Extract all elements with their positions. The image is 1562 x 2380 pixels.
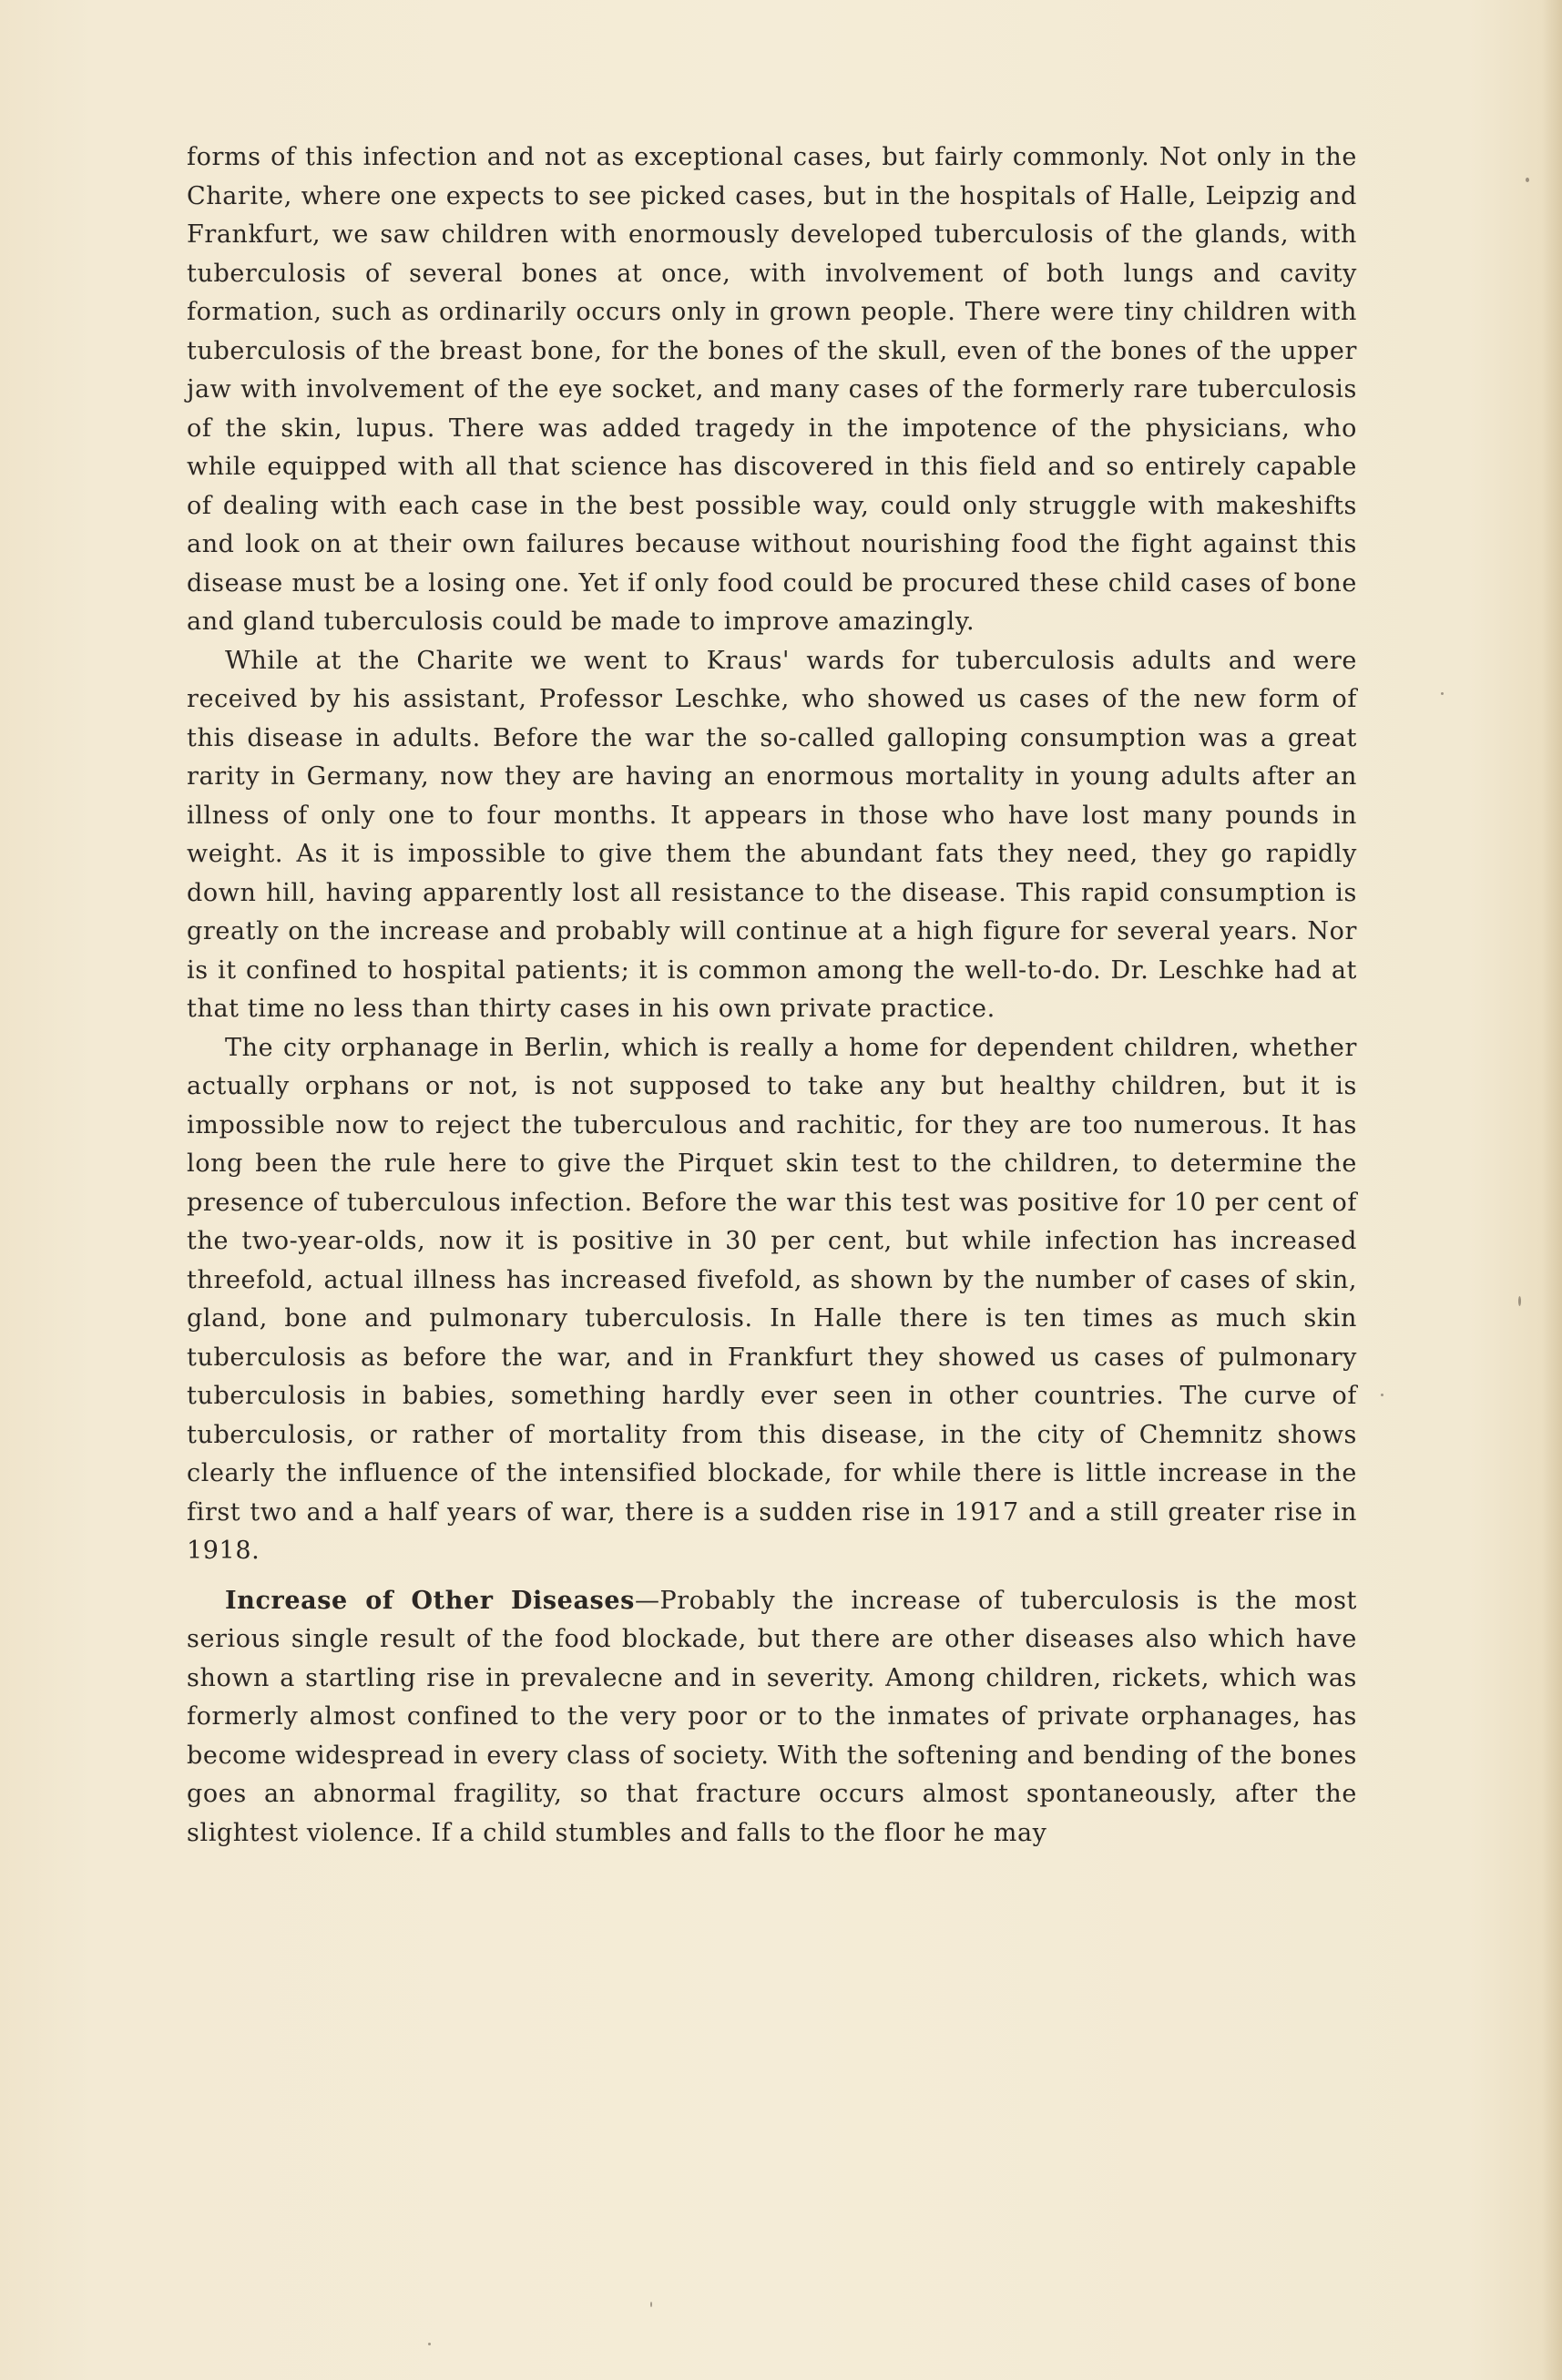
paper-speck <box>650 2302 652 2307</box>
paper-speck <box>1441 692 1444 695</box>
paragraph-city-orphanage: The city orphanage in Berlin, which is really a home for dependent children, whether actually orphans or not, is not supposed to take any but healthy children, but it is impossible now to reject the tuberculous and rachitic, for they are too numerous. It has long been the rule here to give the Pirquet skin test to the children, to determine the presence of tuberculous infection. Before the war this test was positive for 10 per cent of the two-year-olds, now it is positive in 30 per cent, but while infection has increased threefold, actual illness has increased fivefold, as shown by the number of cases of skin, gland, bone and pulmonary tuberculosis. In Halle there is ten times as much skin tuberculosis as before the war, and in Frankfurt they showed us cases of pulmonary tuberculosis in babies, something hardly ever seen in other countries. The curve of tuberculosis, or rather of mortality from this disease, in the city of Chemnitz shows clearly the influence of the intensified blockade, for while there is little increase in the first two and a half years of war, there is a sudden rise in 1917 and a still greater rise in 1918. <box>187 1033 1357 1565</box>
paper-speck <box>1518 1296 1521 1306</box>
paper-speck <box>428 2343 431 2345</box>
paper-speck <box>1381 1394 1383 1396</box>
section-run-in-heading: Increase of Other Diseases <box>225 1586 635 1615</box>
section-body-text: —Probably the increase of tuberculosis is the most serious single result of the food blockade, but there are other diseases also which have shown a startling rise in prevalecne and in severity. Among children, rickets, which was formerly almost confined to the very poor or to the inmates of private orphanages, has become widespread in every class of society. With the softening and bending of the bones goes an abnormal fragility, so that fracture occurs almost spontaneously, after the slightest violence. If a child stumbles and falls to the floor he may <box>187 1586 1357 1847</box>
body-text <box>187 138 1357 1853</box>
page-edge-shadow <box>1542 0 1562 2380</box>
paragraph-continued: forms of this infection and not as exceptional cases, but fairly commonly. Not only in the Charite, where one expects to see picked cases, but in the hospitals of Halle, Leipzig and Frankfurt, we saw children with enormously developed tuberculosis of the glands, with tuberculosis of several bones at once, with involvement of both lungs and cavity formation, such as ordinarily occurs only in grown people. There were tiny children with tuberculosis of the breast bone, for the bones of the skull, even of the bones of the upper jaw with involvement of the eye socket, and many cases of the formerly rare tuberculosis of the skin, lupus. There was added tragedy in the impotence of the physicians, who while equipped with all that science has discovered in this field and so entirely capable of dealing with each case in the best possible way, could only struggle with makeshifts and look on at their own failures because without nourishing food the fight against this disease must be a losing one. Yet if only food could be procured these child cases of bone and gland tuberculosis could be made to improve amazingly. <box>187 143 1357 636</box>
paragraph-charite-wards: While at the Charite we went to Kraus' wards for tuberculosis adults and were received by his assistant, Professor Leschke, who showed us cases of the new form of this disease in adults. Before the war the so-called galloping consumption was a great rarity in Germany, now they are having an enormous mortality in young adults after an illness of only one to four months. It appears in those who have lost many pounds in weight. As it is impossible to give them the abundant fats they need, they go rapidly down hill, having apparently lost all resistance to the disease. This rapid consumption is greatly on the increase and probably will continue at a high figure for several years. Nor is it confined to hospital patients; it is common among the well-to-do. Dr. Leschke had at that time no less than thirty cases in his own private practice. <box>187 646 1357 1023</box>
paper-speck <box>1526 178 1529 182</box>
paragraph-other-diseases <box>187 1582 1357 1854</box>
